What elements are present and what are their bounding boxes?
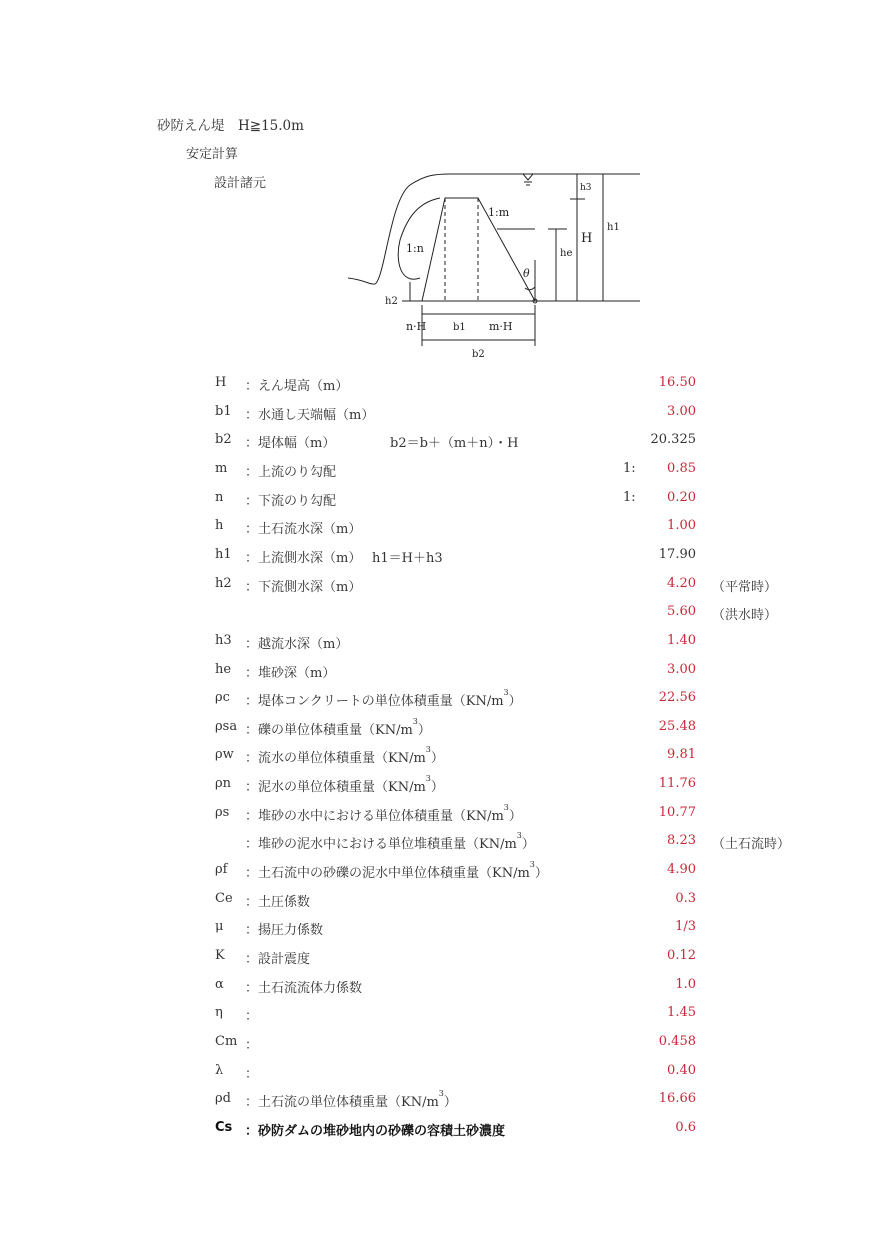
parameter-description: ：礫の単位体積重量$(KN/m^3)$	[245, 716, 431, 738]
parameter-value: 0.6	[675, 1119, 696, 1135]
parameter-description: ：土石流中の砂礫の泥水中単位体積重量$(KN/m^3)$	[245, 860, 548, 882]
parameter-row	[0, 373, 876, 393]
parameter-value: 1.0	[675, 976, 696, 992]
parameter-description: ：下流のり勾配	[245, 493, 337, 509]
parameter-description: ：えん堤高（m）	[245, 379, 349, 394]
parameter-formula: b2＝b＋（m＋n）・H	[390, 436, 519, 452]
svg-text:h1: h1	[607, 222, 620, 233]
parameter-symbol: λ	[215, 1062, 224, 1078]
parameter-description: ：堤体コンクリートの単位体積重量$(KN/m^3)$	[245, 688, 522, 710]
parameter-symbol: Ce	[215, 890, 233, 906]
svg-text:1:n: 1:n	[406, 242, 424, 255]
parameter-symbol: h1	[215, 546, 232, 562]
svg-text:1:m: 1:m	[488, 206, 510, 219]
parameter-symbol: Cm	[215, 1033, 238, 1049]
parameter-description: ：堆砂の泥水中における単位堆積重量$(KN/m^3)$	[245, 831, 535, 853]
parameter-value: 16.66	[658, 1091, 696, 1107]
parameter-value: 22.56	[658, 690, 696, 706]
parameter-row	[0, 774, 876, 794]
parameter-value: 20.325	[650, 432, 696, 448]
parameter-row	[0, 1061, 876, 1081]
document-title: 砂防えん堤 H≧15.0m	[157, 118, 304, 134]
parameter-symbol: ρn	[215, 776, 232, 792]
parameter-description: ：	[245, 1037, 259, 1053]
parameter-value: 11.76	[658, 776, 696, 792]
parameter-value: 4.90	[667, 862, 696, 878]
parameter-value: 5.60	[667, 604, 696, 620]
parameter-description: ：土石流の単位体積重量$(KN/m^3)$	[245, 1089, 457, 1111]
parameter-row	[0, 488, 876, 508]
parameter-description: ：揚圧力係数	[245, 923, 324, 939]
parameter-symbol: he	[215, 661, 232, 677]
subsection-heading: 設計諸元	[214, 176, 267, 191]
parameter-description: ：堆砂深（m）	[245, 665, 336, 681]
parameter-row	[0, 402, 876, 422]
parameter-description: ：	[245, 1009, 259, 1025]
parameter-symbol: μ	[215, 919, 224, 935]
parameter-description: ：上流のり勾配	[245, 464, 337, 480]
parameter-value: 0.3	[675, 890, 696, 906]
parameter-symbol: b2	[215, 432, 232, 448]
parameter-row	[0, 917, 876, 937]
parameter-description: ：設計震度	[245, 952, 311, 967]
parameter-row	[0, 1118, 876, 1138]
parameter-value: 3.00	[667, 661, 696, 677]
parameter-row	[0, 975, 876, 995]
parameter-description: ：堆砂の水中における単位体積重量$(KN/m^3)$	[245, 802, 522, 824]
parameter-symbol: m	[215, 460, 228, 476]
parameter-row	[0, 717, 876, 737]
parameter-value: 1.45	[667, 1005, 696, 1021]
svg-text:h2: h2	[385, 296, 398, 307]
parameter-description: ：流水の単位体積重量$(KN/m^3)$	[245, 745, 444, 767]
parameter-description: ：上流側水深（m）	[245, 550, 362, 566]
parameter-row	[0, 545, 876, 565]
section-heading: 安定計算	[186, 147, 239, 162]
parameter-row	[0, 889, 876, 909]
parameter-symbol: ρw	[215, 747, 234, 763]
parameter-symbol: b1	[215, 403, 232, 419]
parameter-row	[0, 660, 876, 680]
parameter-description: ：水通し天端幅（m）	[245, 407, 375, 423]
parameter-symbol: Cs	[215, 1119, 233, 1135]
parameter-value: 3.00	[667, 403, 696, 419]
parameter-value: 4.20	[667, 575, 696, 591]
slope-ratio-prefix: 1:	[623, 460, 636, 476]
svg-text:H: H	[581, 231, 593, 246]
dam-cross-section-diagram	[340, 160, 640, 360]
parameter-formula: h1＝H＋h3	[372, 550, 443, 566]
parameter-symbol: H	[215, 375, 227, 390]
parameter-description: ：砂防ダムの堆砂地内の砂礫の容積土砂濃度	[245, 1123, 506, 1139]
parameter-value: 16.50	[658, 375, 696, 390]
svg-text:b2: b2	[472, 349, 485, 360]
svg-text:he: he	[560, 248, 573, 259]
parameter-description: ：泥水の単位体積重量$(KN/m^3)$	[245, 774, 444, 796]
parameter-symbol: ρs	[215, 804, 230, 820]
parameter-row	[0, 516, 876, 536]
parameter-row	[0, 574, 876, 594]
parameter-description: ：土石流水深（m）	[245, 522, 362, 538]
parameter-row	[0, 946, 876, 966]
parameter-symbol: α	[215, 976, 224, 992]
parameter-symbol: h3	[215, 632, 232, 648]
parameter-symbol: n	[215, 489, 224, 505]
parameter-value: 1.00	[667, 518, 696, 534]
parameter-row	[0, 459, 876, 479]
parameter-value: 0.20	[667, 489, 696, 505]
parameter-row	[0, 631, 876, 651]
slope-ratio-prefix: 1:	[623, 489, 636, 505]
parameter-row	[0, 831, 876, 851]
parameter-symbol: K	[215, 948, 225, 963]
parameter-value: 8.23	[667, 833, 696, 849]
parameter-symbol: ρsa	[215, 718, 238, 734]
parameter-symbol: η	[215, 1005, 223, 1021]
parameter-row	[0, 803, 876, 823]
parameter-row	[0, 1003, 876, 1023]
parameter-row	[0, 1089, 876, 1109]
parameter-description: ：堤体幅（m）	[245, 436, 336, 452]
parameter-note: （土石流時）	[712, 837, 791, 853]
parameter-description: ：土石流流体力係数	[245, 980, 363, 996]
parameter-value: 0.12	[667, 948, 696, 963]
parameter-value: 0.458	[658, 1033, 696, 1049]
parameter-symbol: ρc	[215, 690, 230, 706]
parameter-value: 9.81	[667, 747, 696, 763]
parameter-value: 0.40	[667, 1062, 696, 1078]
parameter-symbol: ρf	[215, 862, 228, 878]
parameter-row	[0, 688, 876, 708]
svg-text:m·H: m·H	[489, 320, 513, 333]
parameter-note: （洪水時）	[712, 608, 778, 624]
parameter-value: 0.85	[667, 460, 696, 476]
svg-text:n·H: n·H	[406, 320, 427, 333]
parameter-description: ：	[245, 1066, 259, 1082]
parameter-value: 17.90	[658, 546, 696, 562]
parameter-description: ：土圧係数	[245, 894, 311, 910]
parameter-row	[0, 860, 876, 880]
parameter-description: ：下流側水深（m）	[245, 579, 362, 595]
parameter-row	[0, 430, 876, 450]
parameter-description: ：越流水深（m）	[245, 636, 349, 652]
parameter-row	[0, 1032, 876, 1052]
parameter-value: 10.77	[658, 804, 696, 820]
svg-text:b1: b1	[453, 322, 466, 333]
parameter-row	[0, 745, 876, 765]
parameter-symbol: h	[215, 518, 224, 534]
svg-text:θ: θ	[523, 267, 530, 280]
svg-text:h3: h3	[580, 183, 592, 193]
parameter-row	[0, 602, 876, 622]
parameter-value: 25.48	[658, 718, 696, 734]
parameter-note: （平常時）	[712, 579, 778, 595]
parameter-value: 1.40	[667, 632, 696, 648]
parameter-symbol: ρd	[215, 1091, 231, 1107]
parameter-symbol: h2	[215, 575, 232, 591]
parameter-value: 1/3	[675, 919, 696, 935]
